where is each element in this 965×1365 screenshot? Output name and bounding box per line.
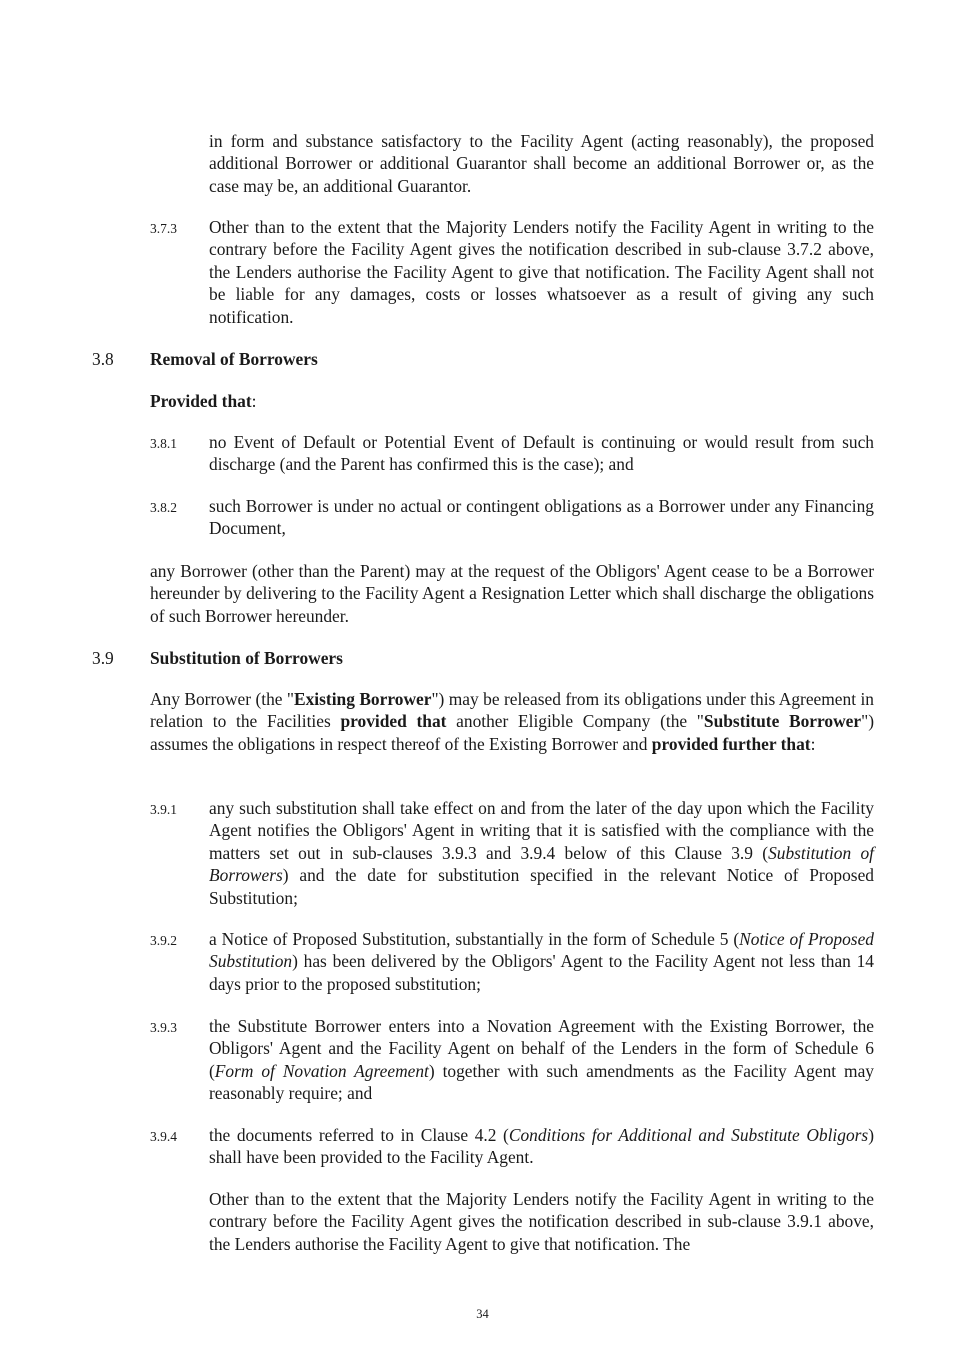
schedule-reference-italic: Form of Novation Agreement: [214, 1060, 429, 1081]
clause-reference-italic: Substitution of Borrowers: [209, 842, 874, 886]
clause-3-9-1: [150, 797, 874, 909]
clause-text-part: any such substitution shall take effect on and from the later of the day upon which the Facility Agent notifies the Obligors' Agent in writing that it is satisfied with the compliance with the matters set out in sub-clauses 3.9.3 and 3.9.4 below of this Clause 3.9 (: [209, 798, 874, 863]
section-heading-3-9: [92, 647, 343, 669]
provided-further-that-bold: provided further that: [651, 733, 811, 754]
clause-text: Other than to the extent that the Majority Lenders notify the Facility Agent in writing to the contrary before the Facility Agent gives the notification described in sub-clause 3.7.2 above, the Lenders authorise the Facility Agent to give that notification. The Facility Agent shall not be liable for any damages, costs or losses whatsoever as a result of giving any such notification.: [209, 217, 874, 327]
clause-text: no Event of Default or Potential Event of Default is continuing or would result from such discharge (and the Parent has confirmed this is the case); and: [209, 432, 874, 475]
clause-text-part: ) shall have been provided to the Facility Agent.: [209, 1125, 874, 1168]
defined-term-substitute-borrower: Substitute Borrower: [703, 711, 862, 732]
removal-closing-paragraph: any Borrower (other than the Parent) may at the request of the Obligors' Agent cease to be a Borrower hereunder by delivering to the Facility Agent a Resignation Letter which shall discharge the obligations of such Borrower hereunder.: [150, 561, 874, 626]
schedule-reference-italic: Notice of Proposed Substitution: [209, 929, 874, 972]
clause-text: [209, 1015, 874, 1105]
clause-number: 3.9.1: [150, 802, 177, 817]
section-heading-3-8: [92, 348, 318, 370]
intro-text: :: [810, 733, 816, 754]
clause-text-part: ) and the date for substitution specified in the relevant Notice of Proposed Substitution;: [209, 865, 874, 908]
clause-text: such Borrower is under no actual or contingent obligations as a Borrower under any Financing Document,: [209, 496, 874, 539]
clause-3-7-3: [150, 216, 874, 328]
provided-that-colon: :: [251, 391, 257, 411]
clause-number: 3.7.3: [150, 221, 177, 236]
intro-text: ") may be released from its obligations under this Agreement in relation to the Facilities: [150, 689, 874, 732]
clause-number: 3.8.2: [150, 500, 177, 515]
clause-text: [209, 1124, 874, 1169]
clause-text-part: a Notice of Proposed Substitution, substantially in the form of Schedule 5 (: [209, 929, 740, 949]
clause-3-8-1: [150, 431, 874, 476]
section-number: 3.9: [92, 648, 114, 668]
intro-text: Any Borrower (the ": [150, 689, 295, 709]
clause-reference-italic: Conditions for Additional and Substitute Obligors: [508, 1125, 869, 1145]
clause-text: [209, 928, 874, 995]
clause-text-part: ) has been delivered by the Obligors' Agent to the Facility Agent not less than 14 days prior to the proposed substitution;: [209, 951, 874, 994]
clause-3-8-2: [150, 495, 874, 540]
substitution-intro-paragraph: [150, 688, 874, 755]
clause-text-part: ) together with such amendments as the Facility Agent may reasonably require; and: [209, 1060, 874, 1104]
clause-number: 3.9.2: [150, 933, 177, 948]
provided-that-bold: Provided that: [150, 391, 252, 411]
clause-3-9-3: [150, 1015, 874, 1105]
trailing-paragraph: Other than to the extent that the Majority Lenders notify the Facility Agent in writing to the contrary before the Facility Agent gives the notification described in sub-clause 3.9.1 above, the Lenders authorise the Facility Agent to give that notification. The: [209, 1189, 874, 1254]
clause-number: 3.9.4: [150, 1129, 177, 1144]
clause-text-part: the Substitute Borrower enters into a Novation Agreement with the Existing Borrower, the Obligors' Agent and the Facility Agent on behalf of the Lenders in the form of Schedule 6 (: [209, 1016, 874, 1081]
section-title: Substitution of Borrowers: [150, 648, 343, 668]
clause-3-9-4: [150, 1124, 874, 1169]
provided-that-bold: provided that: [340, 711, 447, 732]
clause-number: 3.8.1: [150, 436, 177, 451]
clause-text: [209, 797, 874, 909]
page-number: 34: [476, 1307, 489, 1321]
section-number: 3.8: [92, 349, 114, 369]
clause-3-9-2: [150, 928, 874, 995]
provided-that-line: [150, 390, 874, 412]
clause-number: 3.9.3: [150, 1020, 177, 1035]
continuation-paragraph: in form and substance satisfactory to the Facility Agent (acting reasonably), the proposed additional Borrower or additional Guarantor shall become an additional Borrower or, as the case may be, an additional Guarantor.: [209, 131, 874, 196]
clause-text-part: the documents referred to in Clause 4.2 (: [209, 1125, 509, 1145]
intro-text: ") assumes the obligations in respect thereof of the Existing Borrower and: [150, 711, 874, 754]
section-title: Removal of Borrowers: [150, 349, 318, 369]
intro-text: another Eligible Company (the ": [446, 711, 704, 732]
defined-term-existing-borrower: Existing Borrower: [294, 689, 432, 709]
